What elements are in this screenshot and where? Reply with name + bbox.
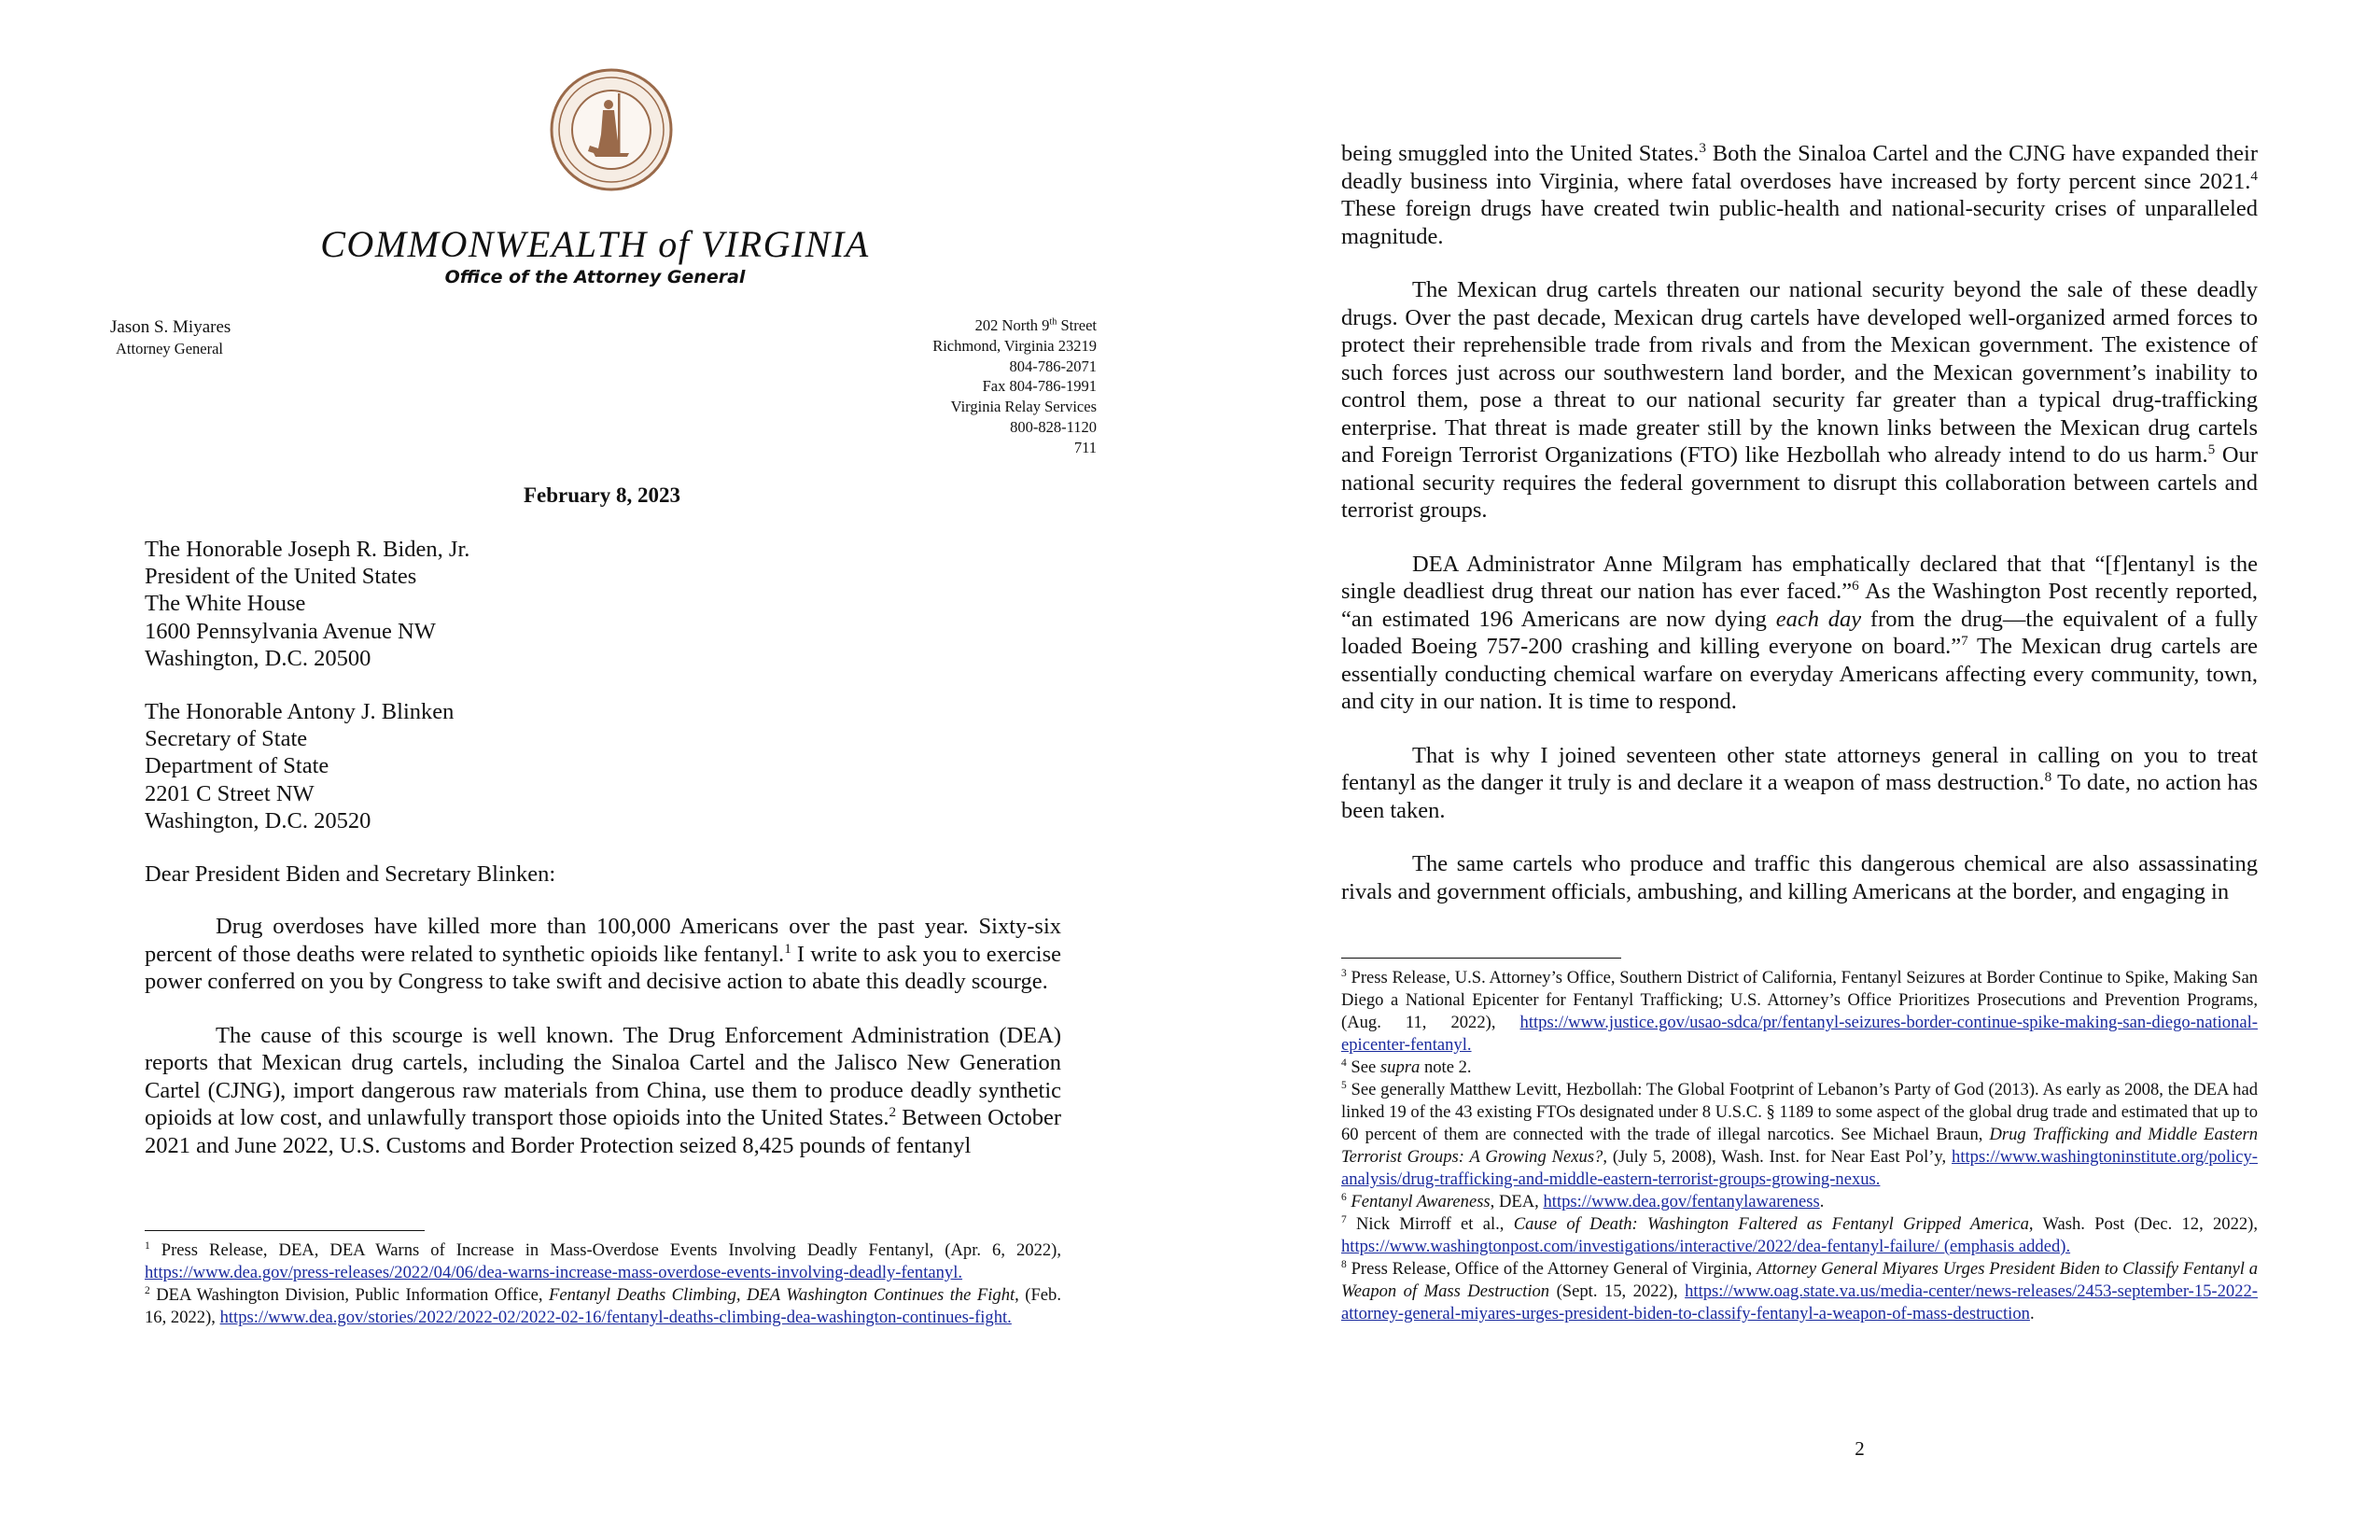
address-line: Virginia Relay Services: [950, 398, 1097, 416]
sender-name: Jason S. Miyares: [110, 317, 231, 337]
recipient-line: The White House: [145, 591, 306, 617]
recipient-line: Secretary of State: [145, 726, 308, 752]
footnote-ref[interactable]: 1: [784, 940, 791, 957]
page2-body: [1341, 140, 2258, 905]
footnote-link[interactable]: https://www.washingtonpost.com/investigations/interactive/2022/dea-fentanyl-failure/ (emphasis added).: [1341, 1237, 2071, 1256]
footnote-8: $^8$ Press Release, Office of the Attorney General of Virginia, Attorney General Miyares Urges President Biden to Classify Fentanyl a Weapon of Mass Destruction (Sept. 15, 2022), https://www.oag.state.va.us/media-center/news-releases/2453-september-15-2022-attorney-general-miyares-urges-president-biden-to-classify-fentanyl-a-weapon-of-mass-destruction.: [1341, 1258, 2259, 1323]
page1-footnotes: [145, 1239, 1061, 1329]
footnote-ref[interactable]: 5: [2207, 441, 2216, 457]
page-number: 2: [1855, 1437, 1865, 1460]
footnote-link[interactable]: https://www.dea.gov/fentanylawareness: [1543, 1192, 1820, 1211]
paragraph-smuggled: being smuggled into the United States.$^3$ Both the Sinaloa Cartel and the CJNG have expanded their deadly business into Virginia, where fatal overdoses have increased by forty percent since 2021.$^4$ These foreign drugs have created twin public-health and national-security crises of unparalleled magnitude.: [1341, 139, 2259, 249]
footnote-2: $^2$ DEA Washington Division, Public Information Office, Fentanyl Deaths Climbing, DEA Washington Continues the Fight, (Feb. 16, 2022), https://www.dea.gov/stories/2022/2022-02/2022-02-16/fentanyl-deaths-climbing-dea-washington-continues-fight.: [145, 1284, 1062, 1327]
footnote-ref[interactable]: 7: [1961, 632, 1968, 649]
office-address: [932, 315, 1097, 458]
footnote-separator: [145, 1230, 425, 1231]
recipient-line: 1600 Pennsylvania Avenue NW: [145, 618, 436, 644]
paragraph-cause: The cause of this scourge is well known. The Drug Enforcement Administration (DEA) reports that Mexican drug cartels, including the Sinaloa Cartel and the Jalisco New Generation Cartel (CJNG), import dangerous raw materials from China, use them to produce deadly synthetic opioids at low cost, and unlawfully transport those opioids into the United States.$^2$ Between October 2021 and June 2022, U.S. Customs and Border Protection seized 8,425 pounds of fentanyl: [145, 1022, 1061, 1158]
recipient-line: The Honorable Antony J. Blinken: [145, 699, 455, 724]
page2-footnotes: [1341, 967, 2258, 1325]
address-line: 800-828-1120: [1010, 417, 1097, 436]
recipient-line: The Honorable Joseph R. Biden, Jr.: [145, 537, 470, 562]
recipient-line: Washington, D.C. 20500: [145, 645, 371, 671]
letterhead-office: Office of the Attorney General: [444, 267, 746, 287]
salutation: Dear President Biden and Secretary Blinken:: [145, 861, 556, 887]
paragraph-attorneys-general: That is why I joined seventeen other state attorneys general in calling on you to treat fentanyl as the danger it truly is and declare it a weapon of mass destruction.$^8$ To date, no action has been taken.: [1341, 742, 2258, 823]
address-street: 202 North 9th Street: [974, 316, 1097, 334]
paragraph-dea-administrator: DEA Administrator Anne Milgram has emphatically declared that that “[f]entanyl is the single deadliest drug threat our nation has ever faced.”$^6$ As the Washington Post recently reported, “an estimated 196 Americans are now dying each day from the drug—the equivalent of a fully loaded Boeing 757-200 crashing and killing everyone on board.”$^7$ The Mexican drug cartels are essentially conducting chemical warfare on everyday Americans affecting every community, town, and city in our nation. It is time to respond.: [1341, 551, 2259, 714]
footnote-6: $^6$ Fentanyl Awareness, DEA, https://www.dea.gov/fentanylawareness.: [1341, 1191, 1825, 1211]
footnote-link[interactable]: https://www.justice.gov/usao-sdca/pr/fentanyl-seizures-border-continue-spike-making-san-diego-national-epicenter-fentanyl.: [1341, 1013, 2258, 1055]
footnote-ref[interactable]: 6: [1852, 577, 1859, 594]
footnote-ref[interactable]: 3: [1699, 139, 1706, 156]
page1-body: [145, 913, 1061, 1159]
recipient-line: Washington, D.C. 20520: [145, 807, 371, 833]
letter-date: February 8, 2023: [523, 483, 680, 507]
footnote-link[interactable]: https://www.dea.gov/press-releases/2022/04/06/dea-warns-increase-mass-overdose-events-involving-deadly-fentanyl.: [145, 1263, 963, 1282]
paragraph-national-security: The Mexican drug cartels threaten our national security beyond the sale of these deadly drugs. Over the past decade, Mexican drug cartels have developed well-organized armed forces to protect their reprehensible trade from rivals and from the Mexican government. The existence of such forces just across our southwestern land border, and the Mexican government’s inability to control them, pose a threat to our national security far greater than a typical drug-trafficking enterprise. That threat is made greater still by the known links between the Mexican drug cartels and Foreign Terrorist Organizations (FTO) like Hezbollah who already intend to do us harm.$^5$ Our national security requires the federal government to disrupt this collaboration between cartels and terrorist groups.: [1341, 277, 2258, 523]
footnote-7: $^7$ Nick Mirroff et al., Cause of Death: Washington Faltered as Fentanyl Gripped America, Wash. Post (Dec. 12, 2022), https://www.washingtonpost.com/investigations/interactive/2022/dea-fentanyl-failure/ (emphasis added).: [1341, 1213, 2258, 1256]
address-line: 804-786-2071: [1009, 357, 1097, 375]
paragraph-overdoses: Drug overdoses have killed more than 100,000 Americans over the past year. Sixty-six percent of those deaths were related to synthetic opioids like fentanyl.$^1$ I write to ask you to exercise power conferred on you by Congress to take swift and decisive action to abate this deadly scourge.: [145, 914, 1061, 994]
footnote-link[interactable]: https://www.oag.state.va.us/media-center/news-releases/2453-september-15-2022-attorney-general-miyares-urges-president-biden-to-classify-fentanyl-a-weapon-of-mass-destruction: [1341, 1281, 2258, 1323]
virginia-seal-icon: [549, 67, 674, 192]
address-line: Richmond, Virginia 23219: [932, 336, 1097, 355]
recipient-line: Department of State: [145, 753, 329, 779]
paragraph-cartels: The same cartels who produce and traffic this dangerous chemical are also assassinating rivals and government officials, ambushing, and killing Americans at the border, and engaging in: [1341, 851, 2258, 904]
address-line: Fax 804-786-1991: [982, 377, 1097, 396]
recipient-biden: [145, 536, 469, 672]
footnote-5: $^5$ See generally Matthew Levitt, Hezbollah: The Global Footprint of Lebanon’s Party of God (2013). As early as 2008, the DEA had linked 19 of the 43 existing FTOs designated under 8 U.S.C. § 1189 to some aspect of the global drug trade and estimated that up to 60 percent of them are connected with the trade of illegal narcotics. See Michael Braun, Drug Trafficking and Middle Eastern Terrorist Groups: A Growing Nexus?, (July 5, 2008), Wash. Inst. for Near East Pol’y, https://www.washingtoninstitute.org/policy-analysis/drug-trafficking-and-middle-eastern-terrorist-groups-growing-nexus.: [1341, 1079, 2258, 1189]
letterhead-title: COMMONWEALTH of VIRGINIA: [320, 223, 870, 265]
footnote-ref[interactable]: 4: [2250, 167, 2258, 184]
footnote-4: $^4$ See supra note 2.: [1341, 1057, 1472, 1077]
letter-page-2: [1190, 0, 2380, 1540]
footnote-3: $^3$ Press Release, U.S. Attorney’s Office, Southern District of California, Fentanyl Seizures at Border Continue to Spike, Making San Diego a National Epicenter for Fentanyl Trafficking; U.S. Attorney’s Office Prioritizes Prosecutions and Prevention Programs, (Aug. 11, 2022), https://www.justice.gov/usao-sdca/pr/fentanyl-seizures-border-continue-spike-making-san-diego-national-epicenter-fentanyl.: [1341, 967, 2258, 1055]
address-line: 711: [1073, 438, 1097, 456]
footnote-1: $^1$ Press Release, DEA, DEA Warns of Increase in Mass-Overdose Events Involving Deadly Fentanyl, (Apr. 6, 2022), https://www.dea.gov/press-releases/2022/04/06/dea-warns-increase-mass-overdose-events-involving-deadly-fentanyl.: [145, 1239, 1061, 1282]
footnote-separator: [1341, 958, 1621, 959]
footnote-link[interactable]: https://www.washingtoninstitute.org/policy-analysis/drug-trafficking-and-middle-eastern-terrorist-groups-growing-nexus.: [1341, 1147, 2258, 1189]
footnote-ref[interactable]: 2: [889, 1103, 897, 1120]
recipient-line: 2201 C Street NW: [145, 780, 315, 806]
footnote-ref[interactable]: 8: [2044, 768, 2052, 785]
recipient-blinken: [145, 698, 454, 834]
recipient-line: President of the United States: [145, 564, 417, 590]
sender-title: Attorney General: [116, 340, 223, 357]
footnote-link[interactable]: https://www.dea.gov/stories/2022/2022-02/2022-02-16/fentanyl-deaths-climbing-dea-washington-continues-fight.: [219, 1308, 1012, 1327]
